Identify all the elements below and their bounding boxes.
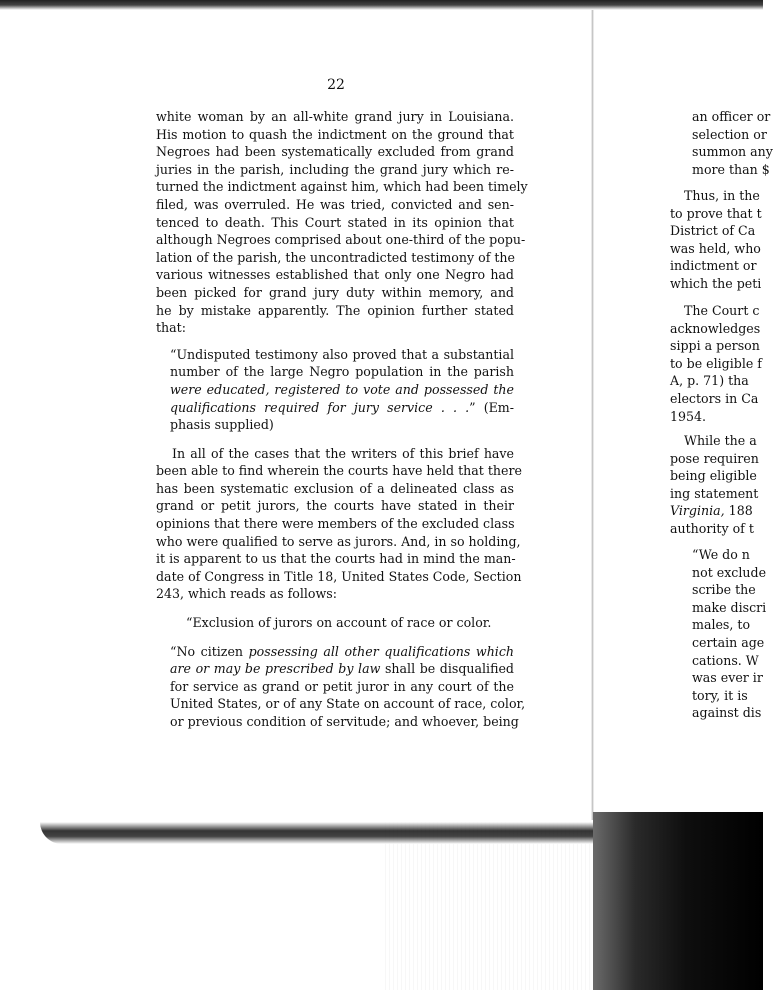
- text-line: more than $: [692, 161, 770, 177]
- right-page-column-cropped: [670, 108, 773, 178]
- text-line: number of the large Negro population in the parish: [170, 364, 514, 380]
- text-line: various witnesses established that only one Negro had: [156, 267, 514, 283]
- text-line: phasis supplied): [170, 417, 274, 433]
- text-line: to be eligible f: [670, 355, 762, 371]
- text-line: A, p. 71) tha: [670, 373, 749, 389]
- text-line: ing statement: [670, 485, 759, 501]
- text-line: which the peti: [670, 275, 762, 291]
- text-fragment: “No citizen: [170, 643, 249, 659]
- text-line: In all of the cases that the writers of this brief have: [172, 445, 514, 461]
- text-line: who were qualified to serve as jurors. And, in so holding,: [156, 533, 521, 549]
- block-quote-statute: [156, 643, 526, 731]
- text-line: been able to find wherein the courts have held that there: [156, 463, 522, 479]
- text-line: “We do n: [692, 547, 750, 562]
- text-line: has been systematic exclusion of a delineated class as: [156, 480, 514, 496]
- text-line: was held, who: [670, 240, 761, 256]
- text-line: The Court c: [684, 303, 760, 318]
- left-page-column: [156, 108, 528, 731]
- text-line: that:: [156, 320, 186, 336]
- emphasis-text: Virginia,: [670, 503, 725, 519]
- text-line: an officer or: [692, 109, 771, 124]
- emphasis-text: were educated, registered to vote and possessed the: [170, 381, 514, 397]
- text-fragment: ” (Em-: [469, 399, 515, 415]
- text-line: United States, or of any State on account of race, color,: [170, 696, 526, 712]
- paragraph-intro: [156, 108, 528, 337]
- text-line: filed, was overruled. He was tried, convicted and sen-: [156, 196, 514, 212]
- text-line: being eligible: [670, 468, 757, 484]
- text-line: indictment or: [670, 258, 757, 274]
- text-line: for service as grand or petit juror in any court of the: [170, 678, 514, 694]
- right-page-column-cropped-2: [670, 187, 763, 293]
- text-line: 243, which reads as follows:: [156, 586, 337, 602]
- text-line: “Undisputed testimony also proved that a substantial: [170, 346, 514, 362]
- scan-bottom-shadow: [0, 812, 763, 990]
- text-line: or previous condition of servitude; and whoever, being: [170, 714, 519, 729]
- text-line: certain age: [692, 634, 765, 650]
- text-line: make discri: [692, 599, 767, 615]
- text-line: grand or petit jurors, the courts have stated in their: [156, 498, 514, 514]
- right-block-1: [670, 108, 773, 178]
- text-line: authority of t: [670, 520, 754, 536]
- text-line: [170, 381, 514, 399]
- right-page-column-cropped-5: [670, 546, 767, 722]
- text-line: he by mistake apparently. The opinion further stated: [156, 302, 514, 318]
- text-line: tenced to death. This Court stated in its opinion that: [156, 214, 514, 230]
- top-scan-edge: [0, 0, 763, 10]
- text-line: electors in Ca: [670, 390, 759, 406]
- paragraph-cases: [156, 445, 522, 603]
- text-line: summon any: [692, 144, 773, 160]
- text-fragment: shall be disqualified: [380, 661, 514, 677]
- text-line: to prove that t: [670, 205, 762, 221]
- right-page-column-cropped-4: [670, 432, 763, 538]
- text-line: “Exclusion of jurors on account of race or color.: [186, 615, 492, 631]
- text-line: date of Congress in Title 18, United States Code, Section: [156, 568, 522, 584]
- page-edge-shadow: [40, 822, 600, 844]
- text-line: District of Ca: [670, 223, 756, 239]
- text-line: opinions that there were members of the excluded class: [156, 516, 515, 532]
- emphasis-text: are or may be prescribed by law: [170, 661, 381, 677]
- text-line: juries in the parish, including the grand jury which re-: [156, 161, 514, 177]
- text-line: [170, 643, 514, 661]
- binding-shadow: [593, 812, 763, 990]
- text-line: tory, it is: [692, 687, 748, 703]
- text-line: acknowledges: [670, 320, 761, 336]
- right-page-column-cropped-3: [670, 302, 763, 425]
- text-line: lation of the parish, the uncontradicted testimony of the: [156, 249, 515, 265]
- book-gutter: [591, 10, 594, 820]
- text-line: Thus, in the: [684, 188, 760, 203]
- statute-heading: [156, 614, 514, 632]
- text-line: [170, 660, 514, 678]
- text-line: pose requiren: [670, 450, 759, 466]
- text-line: males, to: [692, 617, 751, 633]
- block-quote-opinion: [156, 346, 514, 434]
- text-line: Negroes had been systematically excluded from grand: [156, 144, 514, 160]
- text-line: been picked for grand jury duty within memory, and: [156, 284, 514, 300]
- text-line: was ever ir: [692, 670, 763, 686]
- text-line: white woman by an all-white grand jury in Louisiana.: [156, 109, 514, 124]
- text-fragment: 188: [724, 503, 753, 519]
- text-line: [670, 502, 763, 520]
- text-line: although Negroes comprised about one-third of the popu-: [156, 232, 526, 248]
- emphasis-text: possessing all other qualifications which: [248, 643, 514, 659]
- page-number: 22: [327, 77, 345, 93]
- text-line: His motion to quash the indictment on the ground that: [156, 126, 514, 142]
- scan-noise: [385, 822, 595, 990]
- text-line: scribe the: [692, 582, 756, 598]
- emphasis-text: qualifications required for jury service . . .: [170, 399, 470, 415]
- text-line: sippi a person: [670, 338, 760, 354]
- text-line: While the a: [684, 433, 757, 448]
- text-line: against dis: [692, 705, 762, 721]
- text-line: turned the indictment against him, which had been timely: [156, 179, 528, 195]
- text-line: 1954.: [670, 408, 707, 424]
- text-line: it is apparent to us that the courts had in mind the man-: [156, 551, 516, 567]
- text-line: not exclude: [692, 564, 767, 580]
- text-line: cations. W: [692, 652, 759, 668]
- text-line: [170, 399, 514, 417]
- text-line: selection or: [692, 126, 767, 142]
